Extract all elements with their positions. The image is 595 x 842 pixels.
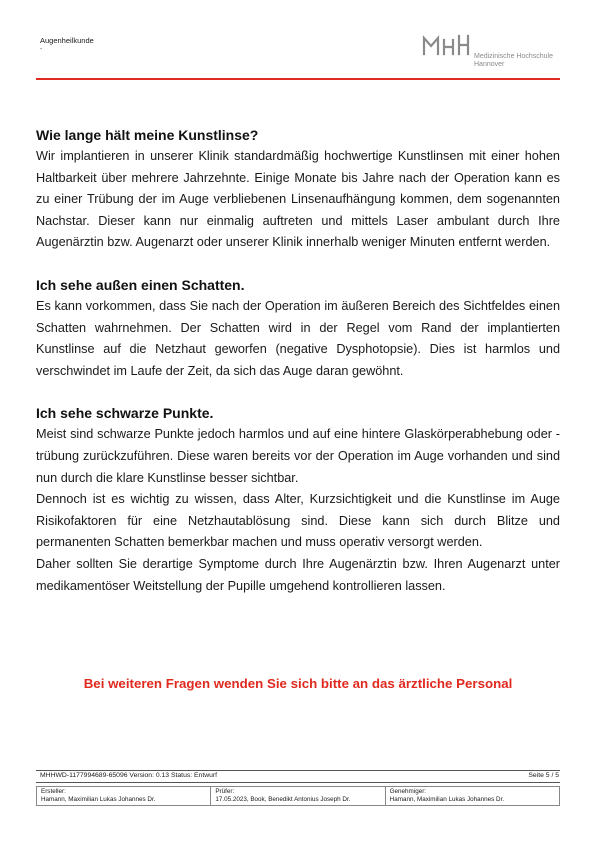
section-heading: Ich sehe schwarze Punkte. [36,405,214,422]
section-paragraph: Meist sind schwarze Punkte jedoch harmlos und auf eine hintere Glaskörperabhebung oder -trübung zurückzuführen. Diese waren bereits vor der Operation im Auge vorhanden und sind nun durch die klare Kunstlinse besser sichtbar. [36,427,560,485]
institution-line-2: Hannover [474,61,505,69]
document-id: MHHWD-1177994689-65096 Version: 0.13 Status: Entwurf [40,772,218,779]
department-name: Augenheilkunde [40,36,94,45]
header-dash: - [40,46,43,53]
section-heading: Wie lange hält meine Kunstlinse? [36,127,259,143]
header-department [40,36,94,54]
section-paragraph: Wir implantieren in unserer Klinik standardmäßig hochwertige Kunstlinsen mit einer hohen Haltbarkeit über mehrere Jahrzehnte. Einige Monate bis Jahre nach der Operation kann es zu einer Trübung der im Auge verbliebenen Linsenaufhängung kommen, dem sogenannten Nachstar. Dieser kann nur einmalig auftreten und mittels Laser ambulant durch Ihre Augenärztin bzw. Augenarzt oder unserer Klinik innerhalb weniger Minuten entfernt werden. [36,149,560,250]
section-black-dots [36,403,560,597]
section-paragraph: Daher sollten Sie derartige Symptome durch Ihre Augenärztin bzw. Ihren Augenarzt unter medikamentöser Weitstellung der Pupille umgehend kontrollieren lassen. [36,556,560,593]
institution-line-1: Medizinische Hochschule [474,53,553,60]
document-body [36,125,560,618]
closing-note: Bei weiteren Fragen wenden Sie sich bitte an das ärztliche Personal [83,676,513,691]
approval-table [36,786,560,806]
section-paragraph: Es kann vorkommen, dass Sie nach der Operation im äußeren Bereich des Sichtfeldes einen Schatten wahrnehmen. Der Schatten wird in der Regel vom Rand der implantierten Kunstlinse auf die Netzhaut geworfen (negative Dysphotopsie). Dies ist harmlos und verschwindet im Laufe der Zeit, da sich das Auge daran gewöhnt. [36,298,560,378]
mhh-logo [422,34,562,70]
footer-divider-bottom [36,782,560,783]
creator-label: Ersteller: [41,788,66,795]
approver-value: Hamann, Maximilian Lukas Johannes Dr. [389,796,505,804]
section-heading: Ich sehe außen einen Schatten. [36,276,245,293]
reviewer-cell [210,787,384,805]
header-divider [36,78,560,80]
footer-divider-top [36,770,560,771]
section-outer-shadow [36,275,560,382]
approver-cell [385,787,559,805]
section-lens-durability [36,125,560,254]
creator-value: Hamann, Maximilian Lukas Johannes Dr. [41,796,156,804]
mhh-logo-mark [422,34,472,56]
section-paragraph: Dennoch ist es wichtig zu wissen, dass Alter, Kurzsichtigkeit und die Kunstlinse im Auge Risikofaktoren für eine Netzhautablösung sind. Diese kann sich durch Blitze und permanenten Schatten bemerkbar machen und muss operativ versorgt werden. [36,492,560,550]
institution-name [474,53,553,70]
approver-label: Genehmiger: [389,788,427,795]
creator-cell [37,787,210,805]
reviewer-value: 17.05.2023, Book, Benedikt Antonius Joseph Dr. [215,796,351,804]
reviewer-label: Prüfer: [215,788,235,795]
page-number: Seite 5 / 5 [528,772,559,779]
